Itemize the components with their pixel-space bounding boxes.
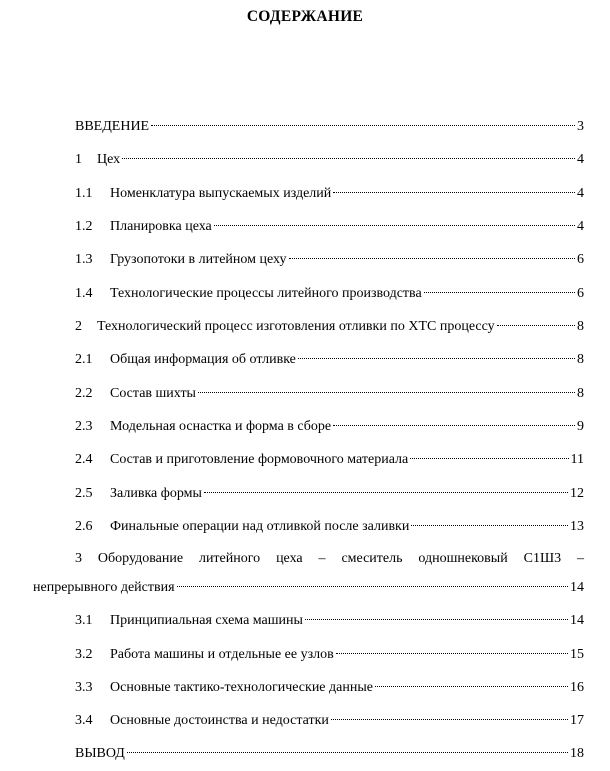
toc-entry-page: 6 <box>577 252 584 267</box>
toc-entry-introduction[interactable] <box>75 118 584 136</box>
toc-entry-text: Основные достоинства и недостатки <box>110 713 329 728</box>
toc-entry-text: Принципиальная схема машины <box>110 613 303 628</box>
toc-leader-dots <box>298 358 575 359</box>
toc-entry-page: 9 <box>577 419 584 434</box>
toc-leader-dots <box>198 392 575 393</box>
toc-entry-3-2[interactable] <box>75 646 584 664</box>
toc-entry-3-1[interactable] <box>75 612 584 630</box>
toc-entry-number: 3.1 <box>75 613 93 628</box>
toc-entry-page: 17 <box>570 713 584 728</box>
toc-entry-number: 1.4 <box>75 286 93 301</box>
toc-entry-text: Технологический процесс изготовления отливки по ХТС процессу <box>97 319 495 334</box>
toc-leader-dots <box>333 192 575 193</box>
toc-leader-dots <box>177 586 568 587</box>
toc-entry-text: Планировка цеха <box>110 219 212 234</box>
toc-leader-dots <box>410 458 568 459</box>
page-title: СОДЕРЖАНИЕ <box>246 8 364 25</box>
toc-entry-text: Грузопотоки в литейном цеху <box>110 252 287 267</box>
toc-entry-3-line1[interactable] <box>75 550 584 568</box>
toc-entry-number: 1 <box>75 152 82 167</box>
toc-entry-page: 12 <box>570 486 584 501</box>
toc-leader-dots <box>289 258 576 259</box>
toc-entry-page: 16 <box>570 680 584 695</box>
toc-entry-word: литейного <box>198 551 261 566</box>
toc-entry-page: 8 <box>577 352 584 367</box>
toc-entry-number: 2.5 <box>75 486 93 501</box>
toc-entry-text: непрерывного действия <box>33 580 175 595</box>
toc-entry-conclusion[interactable] <box>75 745 584 763</box>
toc-leader-dots <box>204 492 568 493</box>
toc-entry-page: 13 <box>570 519 584 534</box>
toc-entry-page: 4 <box>577 219 584 234</box>
toc-entry-number: 3.2 <box>75 647 93 662</box>
toc-entry-number: 2.2 <box>75 386 93 401</box>
toc-entry-3-3[interactable] <box>75 679 584 697</box>
toc-entry-text: Состав шихты <box>110 386 196 401</box>
toc-leader-dots <box>127 752 568 753</box>
toc-entry-page: 11 <box>570 452 584 467</box>
toc-entry-text: Состав и приготовление формовочного материала <box>110 452 409 467</box>
toc-entry-text: ВЫВОД <box>75 746 125 761</box>
toc-entry-word: Оборудование <box>97 551 184 566</box>
toc-entry-text: Номенклатура выпускаемых изделий <box>110 186 332 201</box>
toc-leader-dots <box>336 653 568 654</box>
toc-entry-number: 2.1 <box>75 352 93 367</box>
toc-entry-page: 8 <box>577 319 584 334</box>
toc-entry-text: Общая информация об отливке <box>110 352 296 367</box>
toc-entry-text: Основные тактико-технологические данные <box>110 680 373 695</box>
toc-entry-word: цеха <box>276 551 303 566</box>
toc-entry-word: – <box>318 551 326 566</box>
toc-entry-number: 1.3 <box>75 252 93 267</box>
toc-leader-dots <box>331 719 568 720</box>
toc-entry-2-6[interactable] <box>75 518 584 536</box>
toc-entry-1-4[interactable] <box>75 285 584 303</box>
toc-entry-word: одношнековый <box>418 551 508 566</box>
toc-entry-word: С1Ш3 <box>523 551 562 566</box>
toc-entry-2-4[interactable] <box>75 451 584 469</box>
toc-entry-page: 15 <box>570 647 584 662</box>
toc-entry-1-1[interactable] <box>75 185 584 203</box>
toc-entry-word: – <box>576 551 584 566</box>
toc-entry-number: 2.4 <box>75 452 93 467</box>
toc-entry-1-2[interactable] <box>75 218 584 236</box>
toc-entry-2[interactable] <box>75 318 584 336</box>
toc-entry-text: Цех <box>97 152 121 167</box>
toc-entry-number: 3.3 <box>75 680 93 695</box>
toc-entry-page: 6 <box>577 286 584 301</box>
toc-entry-number: 3 <box>75 551 82 566</box>
toc-leader-dots <box>375 686 568 687</box>
toc-leader-dots <box>497 325 575 326</box>
toc-entry-number: 3.4 <box>75 713 93 728</box>
toc-entry-2-2[interactable] <box>75 385 584 403</box>
toc-entry-text: Работа машины и отдельные ее узлов <box>110 647 334 662</box>
toc-entry-text: Модельная оснастка и форма в сборе <box>110 419 332 434</box>
toc-leader-dots <box>305 619 568 620</box>
toc-entry-number: 1.1 <box>75 186 93 201</box>
toc-entry-number: 1.2 <box>75 219 93 234</box>
toc-leader-dots <box>122 158 575 159</box>
toc-entry-page: 3 <box>577 119 584 134</box>
toc-entry-page: 14 <box>570 613 584 628</box>
toc-entry-number: 2 <box>75 319 82 334</box>
toc-leader-dots <box>214 225 575 226</box>
toc-entry-2-1[interactable] <box>75 351 584 369</box>
toc-entry-text: Технологические процессы литейного производства <box>110 286 422 301</box>
toc-leader-dots <box>411 525 568 526</box>
toc-entry-page: 4 <box>577 152 584 167</box>
toc-entry-page: 14 <box>570 580 584 595</box>
toc-entry-text: Финальные операции над отливкой после заливки <box>110 519 410 534</box>
toc-leader-dots <box>333 425 575 426</box>
toc-entry-number: 2.3 <box>75 419 93 434</box>
toc-entry-1[interactable] <box>75 151 584 169</box>
toc-entry-2-3[interactable] <box>75 418 584 436</box>
toc-entry-1-3[interactable] <box>75 251 584 269</box>
toc-entry-2-5[interactable] <box>75 485 584 503</box>
toc-entry-word: смеситель <box>341 551 403 566</box>
toc-entry-number: 2.6 <box>75 519 93 534</box>
toc-leader-dots <box>151 125 575 126</box>
toc-entry-3-line2[interactable] <box>33 579 584 597</box>
toc-leader-dots <box>424 292 575 293</box>
toc-entry-text: Заливка формы <box>110 486 202 501</box>
toc-entry-text: ВВЕДЕНИЕ <box>75 119 150 134</box>
toc-entry-3-4[interactable] <box>75 712 584 730</box>
toc-entry-page: 8 <box>577 386 584 401</box>
toc-entry-page: 4 <box>577 186 584 201</box>
toc-entry-page: 18 <box>570 746 584 761</box>
